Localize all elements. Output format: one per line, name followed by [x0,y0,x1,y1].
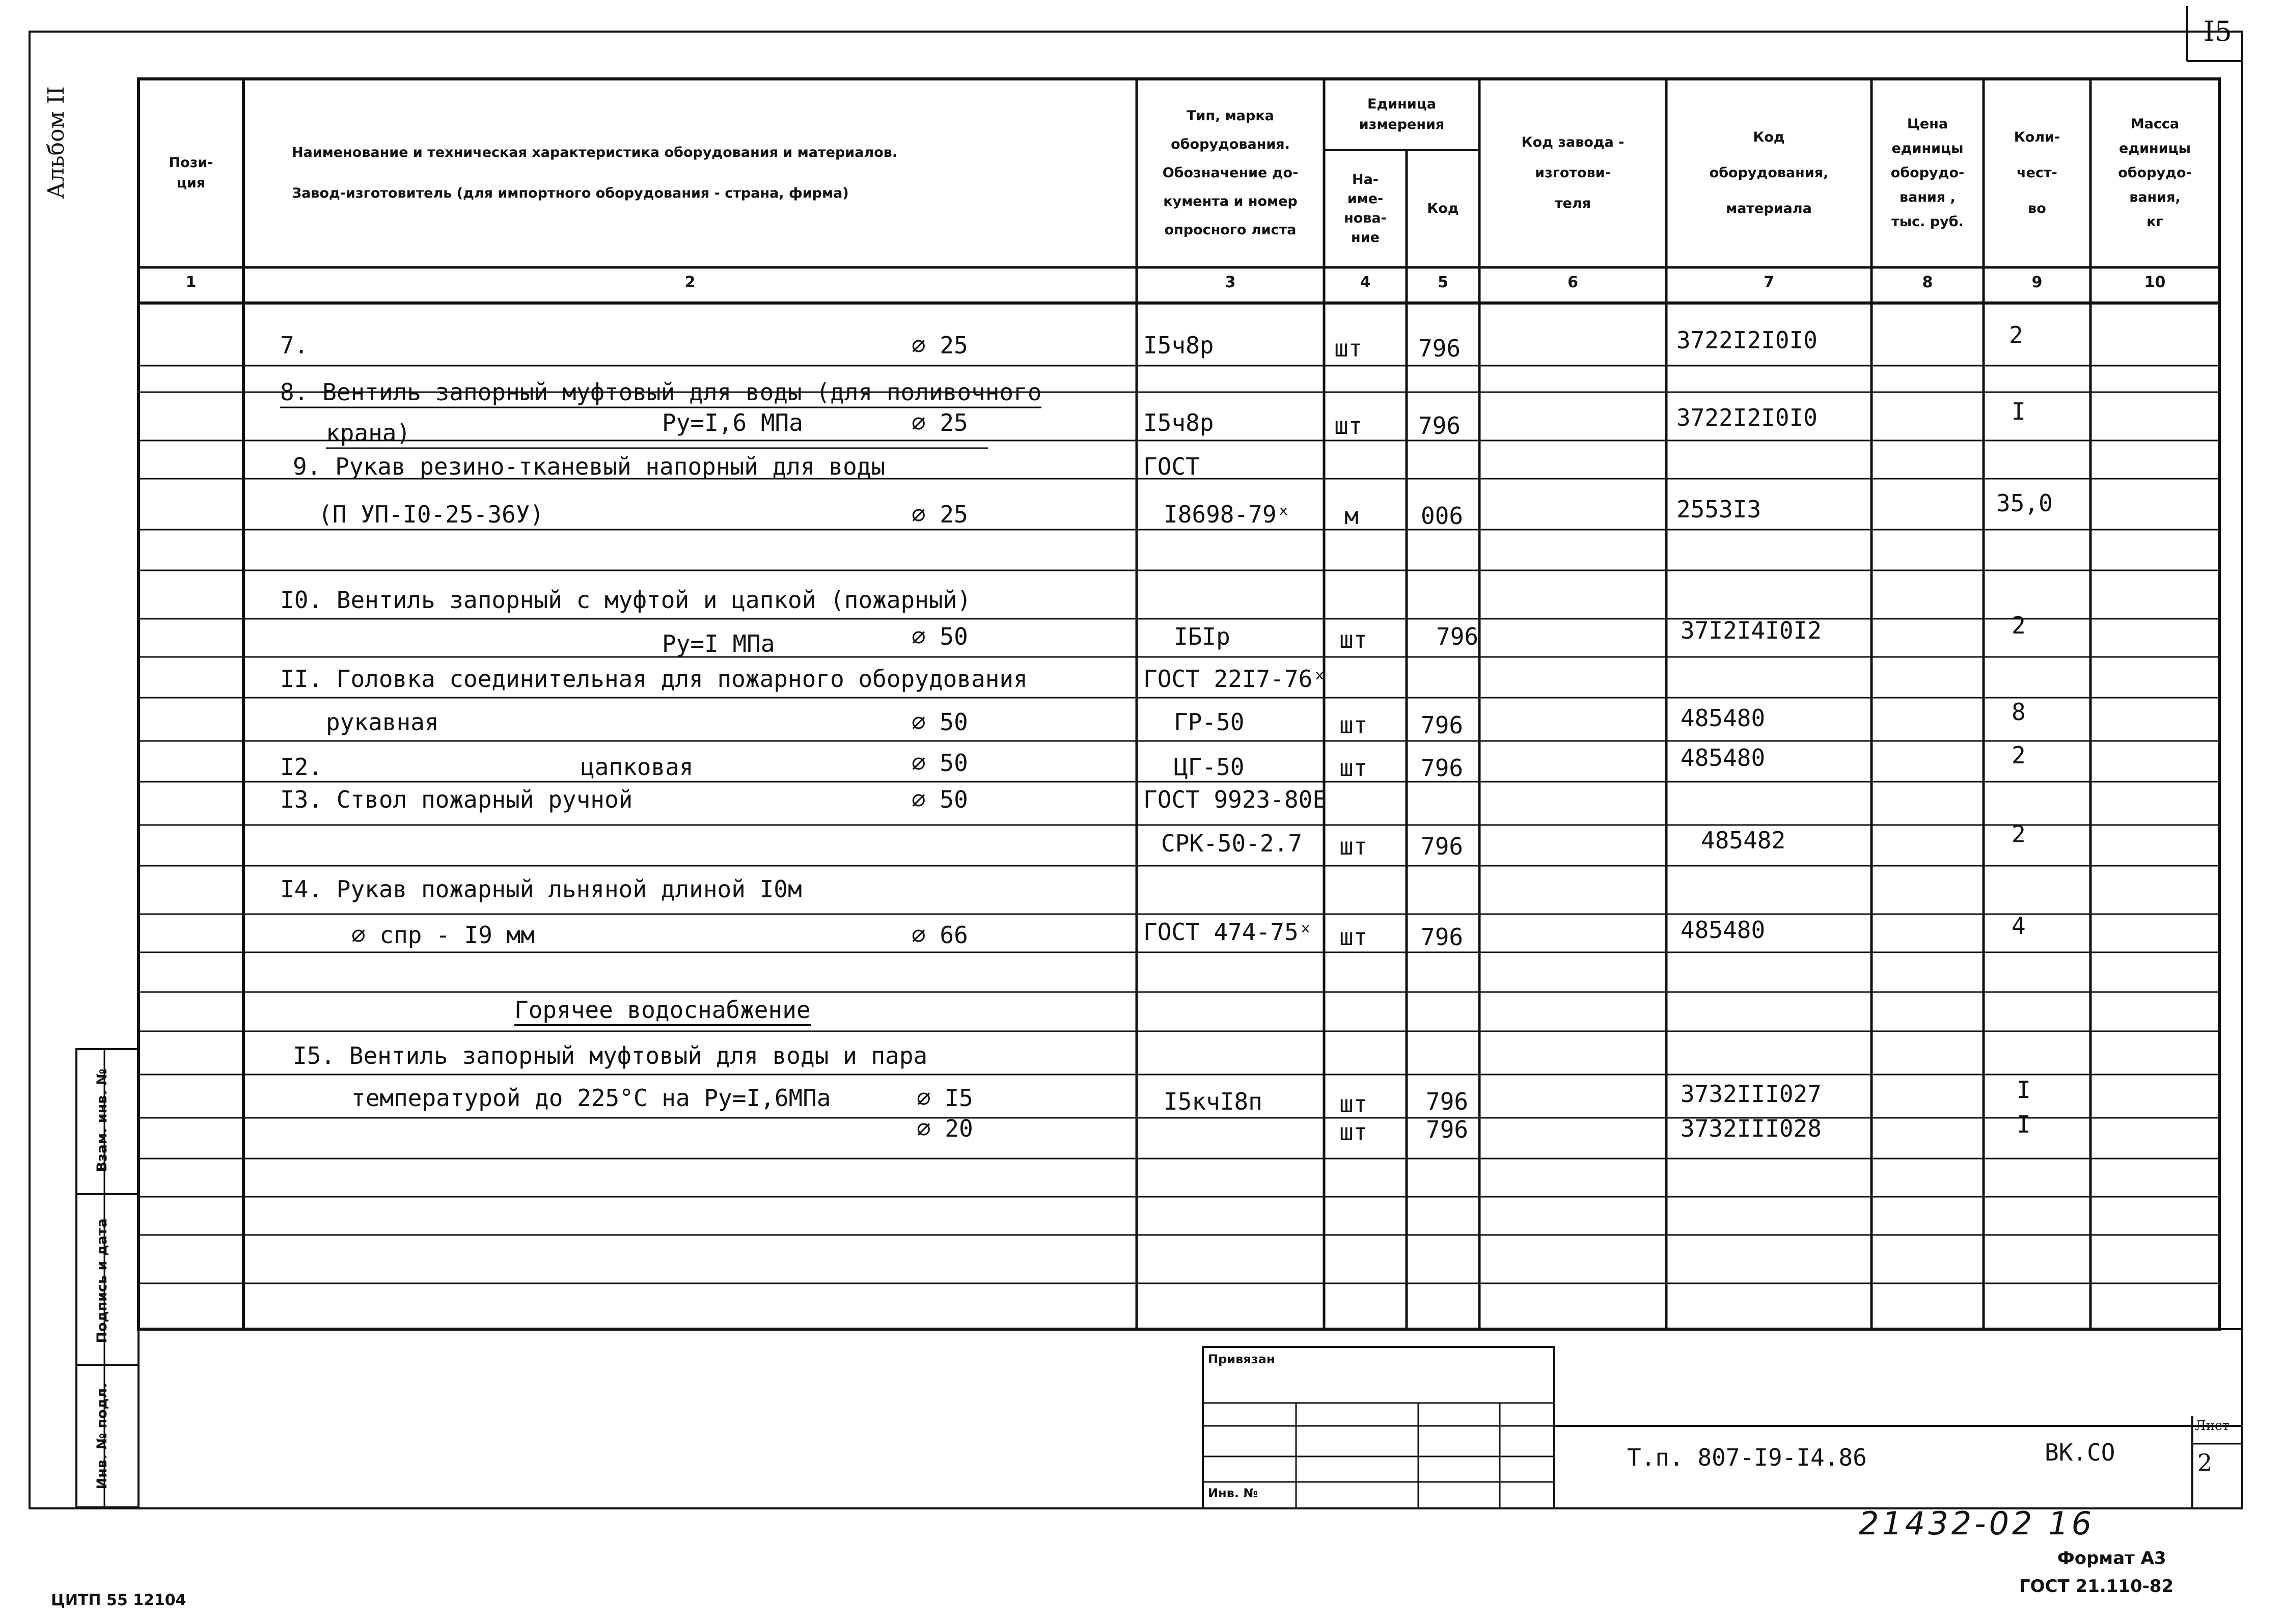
row-type: ГОСТ [1143,453,1200,480]
row-type: ГР-50 [1174,708,1245,736]
row-pressure: Ру=I МПа [662,630,775,657]
linked-label: Привязан [1208,1352,1275,1366]
column-number: 3 [1225,273,1236,291]
row-unit-code: 796 [1421,833,1464,860]
row-equipment-code: 3732III027 [1681,1080,1822,1108]
header-equipment-code: Код оборудования, материала [1709,129,1829,216]
row-type: СРК-50-2.7 [1161,830,1302,857]
row-description: I0. Вентиль запорный с муфтой и цапкой (пожарный) [280,586,972,614]
row-unit-code: 796 [1418,412,1461,439]
row-diameter: ⌀ 25 [912,332,968,359]
row-description: 9. Рукав резино-тканевый напорный для воды [293,453,886,480]
section-title: Горячее водоснабжение [514,996,811,1026]
header-name-line2: Завод-изготовитель (для импортного оборудования - страна, фирма) [292,185,849,201]
column-number: 2 [684,273,696,291]
row-type: ЦГ-50 [1174,753,1245,781]
row-type: ГОСТ 9923-80Е [1143,786,1327,813]
row-quantity: I [2017,1076,2031,1104]
gost-label: ГОСТ 21.110-82 [2019,1576,2174,1597]
row-unit-code: 796 [1426,1116,1469,1143]
row-quantity: I [2012,398,2026,425]
column-number: 9 [2031,273,2043,291]
header-position: Пози- ция [169,155,213,191]
row-type: ГОСТ 22I7-76ˣ [1143,665,1327,693]
sheet-label: Лист [2195,1418,2229,1434]
row-diameter: ⌀ 50 [912,749,968,777]
row-quantity: 4 [2012,912,2026,940]
row-type: ГОСТ 474-75ˣ [1143,918,1313,946]
row-equipment-code: 37I2I4I0I2 [1681,617,1822,644]
row-description: I5. Вентиль запорный муфтовый для воды и пара [293,1042,928,1069]
row-type: I5кчI8п [1164,1088,1262,1115]
header-unit-code: Код [1427,201,1459,216]
format-label: Формат А3 [2057,1548,2166,1568]
row-type: I8698-79ˣ [1164,501,1291,528]
row-description: II. Головка соединительная для пожарного оборудования [280,665,1028,693]
row-quantity: 2 [2012,820,2026,848]
printer-mark: ЦИТП 55 12104 [51,1591,186,1609]
row-quantity: 2 [2009,321,2023,349]
row-unit-code: 796 [1421,711,1464,739]
row-type: I5ч8р [1143,332,1214,359]
row-description: рукавная [326,708,439,736]
row-equipment-code: 3722I2I0I0 [1676,326,1818,354]
row-unit-code: 796 [1421,923,1464,951]
header-unit-mass: Масса единицы оборудо- вания, кг [2118,116,2192,230]
column-number: 5 [1438,273,1448,291]
column-number: 7 [1764,273,1774,291]
row-unit: шт [1339,833,1368,860]
header-name-line1: Наименование и техническая характеристика оборудования и материалов. [292,145,898,160]
row-equipment-code: 485480 [1681,916,1766,944]
row-description: температурой до 225°С на Ру=I,6МПа [351,1084,831,1112]
sheet-value: 2 [2197,1449,2213,1476]
document-code: Т.п. 807-I9-I4.86 [1627,1444,1867,1471]
row-diameter: ⌀ 50 [912,708,968,736]
inventory-label: Инв. № [1208,1486,1258,1500]
row-description: 7. [280,332,309,359]
handwritten-number: 21432-02 16 [1859,1505,2095,1542]
header-name [243,79,1137,267]
header-manufacturer-code: Код завода - изготови- теля [1521,134,1625,211]
row-equipment-code: 485480 [1681,704,1766,732]
row-unit: шт [1339,1118,1368,1146]
row-unit: шт [1334,335,1363,362]
column-number: 8 [1922,273,1933,291]
row-description: 8. Вентиль запорный муфтовый для воды (для поливочного [280,378,1042,406]
row-type: I5ч8р [1143,409,1214,436]
row-diameter: ⌀ 50 [912,623,968,650]
row-quantity: 35,0 [1996,489,2053,517]
row-type: IБIр [1174,623,1230,650]
row-equipment-code: 485482 [1701,827,1786,854]
row-description: крана) [326,419,411,447]
row-unit: шт [1339,711,1368,739]
side-stamp-replacement-inv: Взам. инв. № [94,1068,110,1172]
row-unit-code: 796 [1426,1088,1469,1115]
sheet-number: I5 [2204,15,2232,47]
row-equipment-code: 3732III028 [1681,1115,1822,1142]
row-diameter: ⌀ 25 [912,409,968,436]
side-stamp-signature-date: Подпись и дата [94,1218,110,1343]
row-description: I3. Ствол пожарный ручной [280,786,633,813]
row-unit-code: 796 [1436,623,1479,650]
row-description: I2. [280,753,323,781]
row-unit: шт [1339,923,1368,951]
row-unit: шт [1339,754,1368,782]
row-unit: м [1344,502,1359,530]
row-description: ⌀ спр - I9 мм [351,921,535,949]
row-quantity: 2 [2012,612,2026,639]
row-unit-code: 796 [1421,754,1464,782]
row-equipment-code: 3722I2I0I0 [1676,404,1818,431]
document-section: ВК.СО [2045,1439,2115,1466]
row-equipment-code: 2553I3 [1676,496,1761,523]
column-number: 6 [1567,273,1578,291]
row-equipment-code: 485480 [1681,744,1766,772]
row-quantity: 2 [2012,741,2026,769]
header-type: Тип, марка оборудования. Обозначение до- кумента и номер опросного листа [1162,108,1299,238]
row-description-continuation: цапковая [581,753,694,781]
row-pressure: Ру=I,6 МПа [662,409,803,436]
header-unit-name: На- име- нова- ние [1344,172,1387,245]
column-number: 4 [1360,273,1371,291]
row-diameter: ⌀ 20 [917,1115,973,1142]
row-diameter: ⌀ 50 [912,786,968,813]
header-unit-price: Цена единицы оборудо- вания , тыс. руб. [1890,116,1965,230]
header-quantity: Коли- чест- во [2014,129,2060,216]
column-number: 10 [2144,273,2166,291]
row-diameter: ⌀ 66 [912,921,968,949]
row-diameter: ⌀ I5 [917,1084,973,1112]
album-label: Альбом II [43,86,69,199]
row-unit: шт [1339,1090,1368,1118]
side-stamp-original-inv: Инв. № подл. [94,1383,110,1490]
row-unit-code: 796 [1418,335,1461,362]
row-diameter: ⌀ 25 [912,501,968,528]
header-unit-group: Единица измерения [1359,96,1445,132]
row-description: I4. Рукав пожарный льняной длиной I0м [280,875,802,903]
row-unit: шт [1334,412,1363,439]
row-unit: шт [1339,626,1368,653]
column-number: 1 [185,273,197,291]
row-quantity: I [2017,1111,2031,1138]
row-description: (П УП-I0-25-36У) [318,501,544,528]
row-quantity: 8 [2012,698,2026,726]
row-unit-code: 006 [1421,502,1464,530]
